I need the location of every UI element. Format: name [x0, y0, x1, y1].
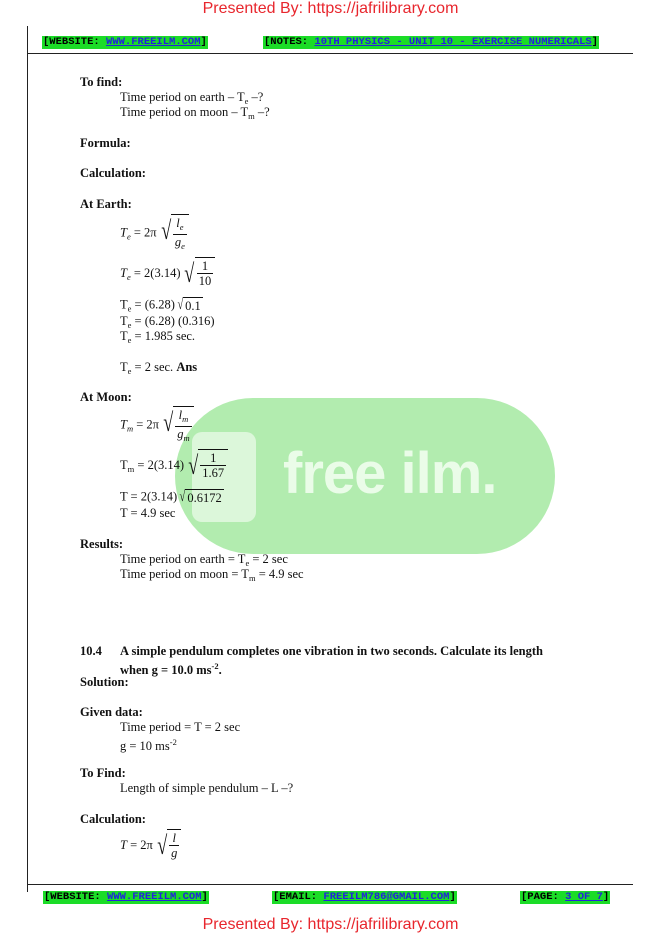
presented-by-bottom: Presented By: https://jafrilibrary.com [202, 916, 459, 933]
footer-rule [27, 884, 633, 885]
earth-formula-radicand [171, 214, 189, 253]
moon-sub-numerator: 1 [200, 451, 226, 466]
heading-given-data: Given data: [80, 705, 143, 719]
result-earth-sub: e [245, 558, 250, 568]
earth-sub-lhs: T [120, 265, 127, 280]
sqrt-icon: √ [179, 489, 186, 505]
earth-formula-num-sub: e [179, 222, 184, 232]
earth-formula-num-text: l [176, 216, 180, 230]
question-number: 10.4 [80, 644, 102, 658]
footer-email-tag [272, 891, 457, 904]
earth-sub-radicand [195, 257, 216, 291]
moon-sub-mid: = 2(3.14) [134, 457, 185, 472]
heading-calculation: Calculation: [80, 166, 146, 180]
heading-at-earth: At Earth: [80, 197, 132, 211]
moon-formula-lhs: T [120, 417, 127, 432]
question-line-2-end: . [218, 663, 222, 677]
header-website-suffix: ] [200, 36, 207, 48]
moon-sub-fraction [200, 451, 226, 480]
footer-email-suffix: ] [449, 891, 456, 903]
header-notes-link[interactable]: 10TH PHYSICS - UNIT 10 - EXERCISE NUMERICALS [314, 36, 592, 48]
moon-formula-numerator [175, 408, 191, 427]
header-rule [27, 53, 633, 54]
to-find-earth-text: Time period on earth – T [120, 90, 245, 104]
moon-substitution [120, 449, 228, 483]
footer-email-link[interactable]: FREEILM786@GMAIL.COM [323, 891, 450, 903]
earth-formula-lhs-sub: e [126, 231, 131, 242]
sqrt-icon: √ [177, 297, 184, 313]
moon-formula-num-text: l [178, 408, 183, 422]
moon-formula-radicand [173, 406, 193, 445]
earth-step-3-sub: e [127, 303, 132, 314]
earth-formula-mid: = 2π [130, 225, 157, 240]
result-earth-end: = 2 sec [249, 552, 288, 566]
moon-formula-denominator [175, 427, 191, 445]
watermark-text: free ilm. [283, 441, 497, 506]
question-text-line-2 [120, 659, 222, 678]
footer-page-link[interactable]: 3 OF 7 [565, 891, 603, 903]
earth-step-3-radicand: 0.1 [185, 299, 201, 313]
moon-step-3-radicand: 0.6172 [187, 491, 222, 505]
result-moon-text: Time period on moon = T [120, 567, 249, 581]
pendulum-formula-lhs: T [120, 837, 127, 852]
earth-step-3-radical [175, 297, 203, 314]
earth-step-5 [120, 329, 195, 348]
earth-step-4-text: = (6.28) (0.316) [131, 314, 215, 328]
to-find-moon [120, 105, 270, 124]
earth-answer-sub: e [127, 366, 132, 376]
sqrt-icon: √ [188, 451, 199, 480]
earth-sub-mid: = 2(3.14) [130, 265, 181, 280]
heading-to-find-2: To Find: [80, 766, 126, 780]
sqrt-icon: √ [163, 408, 174, 437]
earth-sub-radical [180, 257, 215, 291]
result-moon-sub: m [248, 573, 256, 583]
footer-page-prefix: [PAGE: [521, 891, 566, 903]
earth-formula [120, 214, 189, 253]
to-find-moon-end: –? [254, 105, 270, 119]
earth-formula-den-sub: e [181, 241, 185, 251]
result-moon [120, 567, 304, 586]
moon-formula-num-sub: m [182, 414, 189, 424]
footer-page-tag [520, 891, 610, 904]
earth-step-3-t: T [120, 297, 128, 312]
heading-results: Results: [80, 537, 124, 551]
earth-answer-t: T [120, 360, 128, 374]
earth-sub-fraction [197, 259, 214, 288]
earth-substitution [120, 257, 215, 291]
moon-formula-den-sub: m [183, 433, 190, 443]
moon-answer: T = 4.9 sec [120, 506, 176, 520]
pendulum-formula-numerator: l [169, 831, 179, 846]
heading-at-moon: At Moon: [80, 390, 132, 404]
footer-website-suffix: ] [201, 891, 208, 903]
moon-step-3-text: T = 2(3.14) [120, 489, 178, 504]
moon-formula-lhs-sub: m [126, 423, 134, 434]
moon-formula-mid: = 2π [133, 417, 159, 432]
footer-website-link[interactable]: WWW.FREEILM.COM [107, 891, 202, 903]
sqrt-icon: √ [157, 831, 168, 860]
moon-sub-radicand [198, 449, 228, 483]
footer-page-suffix: ] [602, 891, 610, 903]
earth-step-3-text: = (6.28) [131, 297, 175, 312]
moon-formula-fraction [175, 408, 191, 445]
moon-formula-den-text: g [177, 427, 184, 441]
given-gravity [120, 735, 177, 754]
to-find-earth-sub: e [244, 96, 249, 106]
heading-to-find: To find: [80, 75, 123, 89]
footer-email-prefix: [EMAIL: [273, 891, 324, 903]
moon-formula [120, 406, 194, 445]
header-notes-prefix: [NOTES: [264, 36, 315, 48]
pendulum-formula-mid: = 2π [126, 837, 153, 852]
earth-step-4-t: T [120, 314, 128, 328]
earth-answer-text: = 2 sec. [131, 360, 177, 374]
to-find-length: Length of simple pendulum – L –? [120, 781, 294, 795]
to-find-earth-end: –? [248, 90, 264, 104]
earth-formula-radical [157, 214, 189, 253]
given-gravity-text: g = 10 ms [120, 739, 170, 753]
question-line-2-text: when g = 10.0 ms [120, 663, 212, 677]
to-find-moon-text: Time period on moon – T [120, 105, 249, 119]
given-time-period: Time period = T = 2 sec [120, 720, 241, 734]
question-text-line-1: A simple pendulum completes one vibration in two seconds. Calculate its length [120, 644, 543, 658]
earth-sub-denominator: 10 [198, 274, 212, 288]
earth-sub-numerator: 1 [197, 259, 214, 274]
earth-formula-denominator [173, 235, 187, 253]
earth-step-5-sub: e [127, 335, 132, 345]
question-line-2-sup: -2 [211, 661, 219, 671]
footer-website-tag [43, 891, 209, 904]
result-earth-text: Time period on earth = T [120, 552, 246, 566]
sqrt-icon: √ [184, 259, 195, 288]
earth-formula-numerator [173, 216, 187, 235]
moon-sub-radical [184, 449, 228, 483]
heading-calculation-2: Calculation: [80, 812, 146, 826]
earth-step-4-sub: e [127, 320, 132, 330]
header-notes-tag [263, 36, 599, 49]
header-website-link[interactable]: WWW.FREEILM.COM [106, 36, 201, 48]
earth-step-5-text: = 1.985 sec. [131, 329, 196, 343]
header-website-prefix: [WEBSITE: [43, 36, 107, 48]
moon-step-3-radical [177, 489, 224, 506]
pendulum-formula [120, 829, 181, 863]
earth-sub-lhs-sub: e [126, 271, 131, 282]
presented-by-top: Presented By: https://jafrilibrary.com [202, 0, 459, 17]
pendulum-formula-radicand [167, 829, 181, 863]
earth-formula-fraction [173, 216, 187, 253]
given-gravity-sup: -2 [169, 737, 177, 747]
footer-website-prefix: [WEBSITE: [44, 891, 108, 903]
earth-step-5-t: T [120, 329, 128, 343]
moon-sub-denominator: 1.67 [202, 466, 225, 480]
header-website-tag [42, 36, 208, 49]
heading-solution: Solution: [80, 675, 129, 689]
header-notes-suffix: ] [591, 36, 598, 48]
moon-sub-t: T [120, 457, 128, 472]
pendulum-formula-denominator: g [171, 846, 178, 860]
moon-sub-t-sub: m [127, 463, 135, 474]
heading-formula: Formula: [80, 136, 131, 150]
moon-step-3 [120, 489, 224, 506]
earth-formula-lhs: T [120, 225, 127, 240]
left-margin-rule [27, 26, 28, 892]
sqrt-icon: √ [160, 216, 171, 245]
pendulum-formula-radical [153, 829, 182, 863]
result-moon-end: = 4.9 sec [255, 567, 304, 581]
earth-answer-ans: Ans [176, 360, 198, 374]
earth-formula-den-text: g [174, 235, 182, 249]
pendulum-formula-fraction [169, 831, 179, 860]
earth-answer [120, 360, 197, 379]
moon-formula-radical [159, 406, 194, 445]
to-find-moon-sub: m [248, 111, 255, 121]
